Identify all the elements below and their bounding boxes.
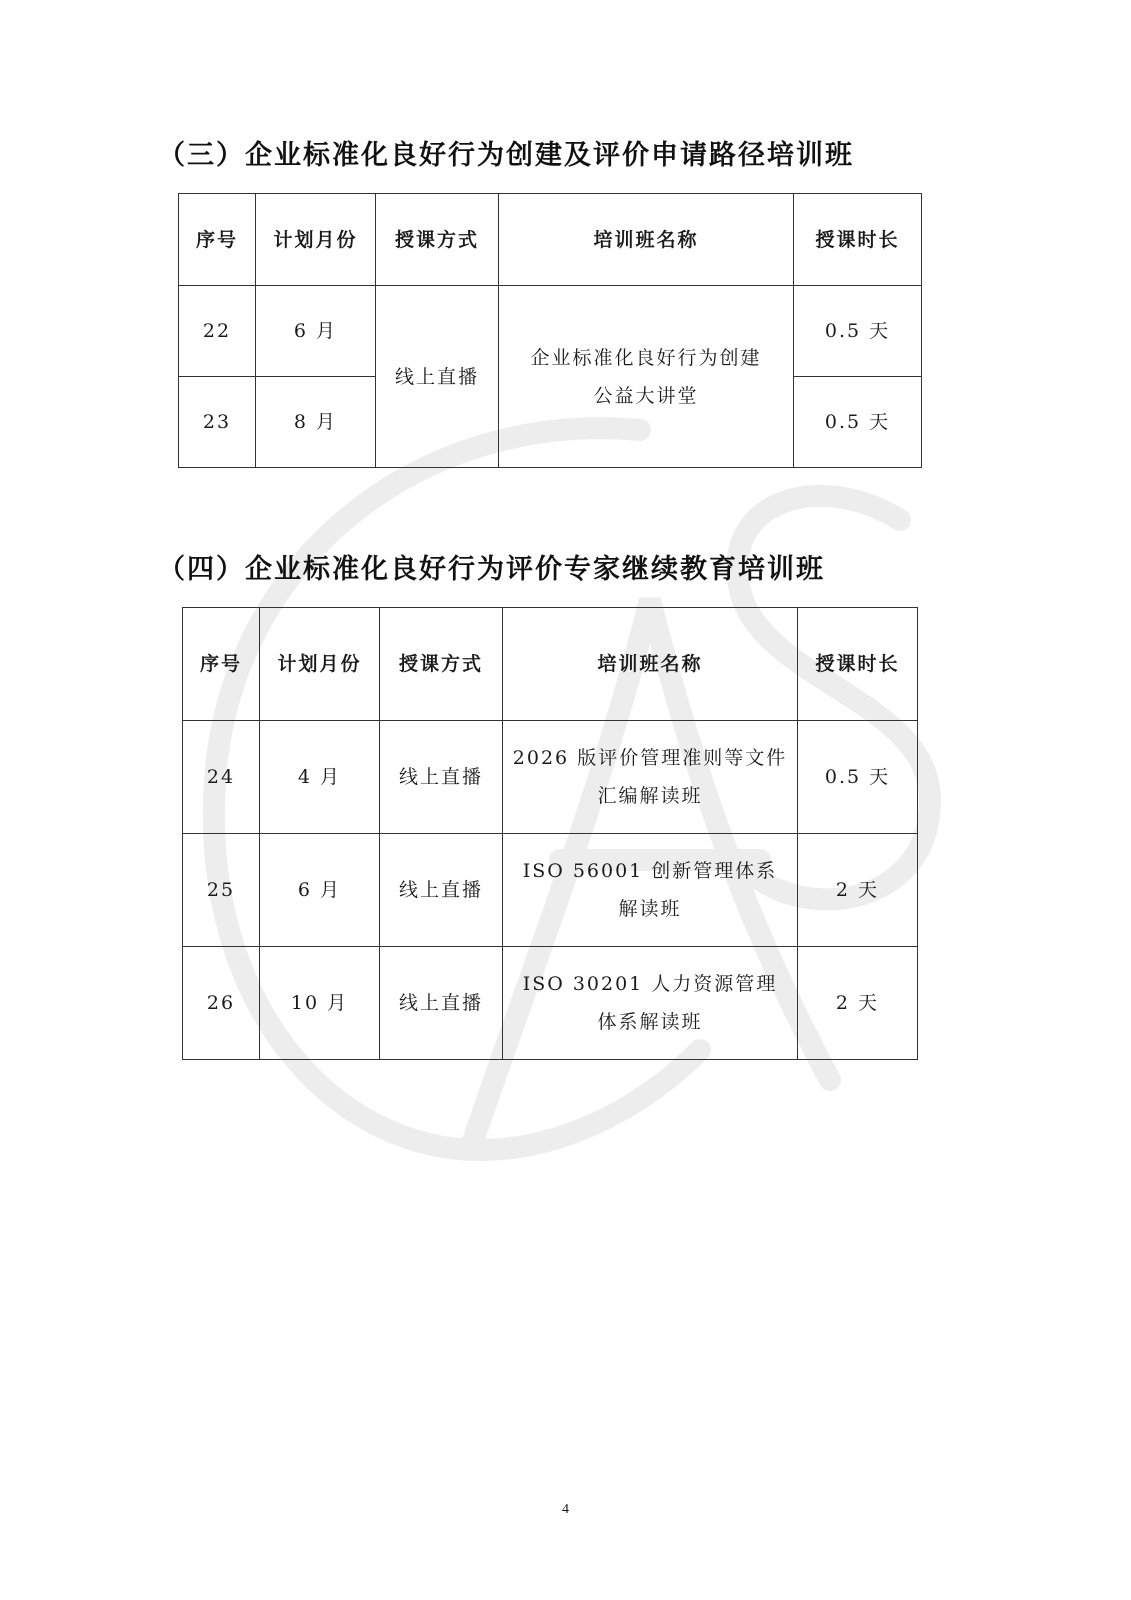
cell-month: 6 月 xyxy=(260,834,380,947)
cell-month: 4 月 xyxy=(260,721,380,834)
cell-duration: 0.5 天 xyxy=(798,721,918,834)
cell-method: 线上直播 xyxy=(380,721,503,834)
cell-course-name xyxy=(499,286,794,468)
training-table-3 xyxy=(178,193,922,468)
course-name-line1: ISO 56001 创新管理体系 xyxy=(522,860,778,882)
section-3-title: （三）企业标准化良好行为创建及评价申请路径培训班 xyxy=(158,140,854,171)
table-row xyxy=(183,721,918,834)
cell-no: 25 xyxy=(183,834,260,947)
cell-month: 6 月 xyxy=(256,286,376,377)
header-method: 授课方式 xyxy=(380,608,503,721)
table-header-row xyxy=(179,194,922,286)
course-name-line1: ISO 30201 人力资源管理 xyxy=(522,973,778,995)
header-month: 计划月份 xyxy=(260,608,380,721)
cell-course-name xyxy=(503,947,798,1060)
header-duration: 授课时长 xyxy=(794,194,922,286)
cell-duration: 0.5 天 xyxy=(794,377,922,468)
course-name-line2: 体系解读班 xyxy=(597,1011,703,1033)
training-table-4 xyxy=(182,607,918,1060)
cell-no: 23 xyxy=(179,377,256,468)
cell-month: 8 月 xyxy=(256,377,376,468)
header-duration: 授课时长 xyxy=(798,608,918,721)
page-number: 4 xyxy=(562,1502,569,1517)
cell-course-name xyxy=(503,834,798,947)
header-no: 序号 xyxy=(179,194,256,286)
course-name-line1: 企业标准化良好行为创建 xyxy=(530,346,762,369)
header-month: 计划月份 xyxy=(256,194,376,286)
course-name-line2: 汇编解读班 xyxy=(597,785,703,807)
header-name: 培训班名称 xyxy=(503,608,798,721)
cell-course-name xyxy=(503,721,798,834)
cell-no: 22 xyxy=(179,286,256,377)
cell-duration: 0.5 天 xyxy=(794,286,922,377)
cell-no: 24 xyxy=(183,721,260,834)
table-header-row xyxy=(183,608,918,721)
header-name: 培训班名称 xyxy=(499,194,794,286)
cell-method: 线上直播 xyxy=(380,947,503,1060)
header-method: 授课方式 xyxy=(376,194,499,286)
table-row xyxy=(183,947,918,1060)
section-4-title: （四）企业标准化良好行为评价专家继续教育培训班 xyxy=(158,554,825,585)
cell-no: 26 xyxy=(183,947,260,1060)
course-name-line1: 2026 版评价管理准则等文件 xyxy=(512,747,788,769)
cell-duration: 2 天 xyxy=(798,834,918,947)
course-name-line2: 解读班 xyxy=(618,898,682,920)
table-row xyxy=(179,286,922,377)
cell-method: 线上直播 xyxy=(380,834,503,947)
table-row xyxy=(183,834,918,947)
cell-method: 线上直播 xyxy=(376,286,499,468)
cell-month: 10 月 xyxy=(260,947,380,1060)
header-no: 序号 xyxy=(183,608,260,721)
course-name-line2: 公益大讲堂 xyxy=(593,384,699,407)
cell-duration: 2 天 xyxy=(798,947,918,1060)
